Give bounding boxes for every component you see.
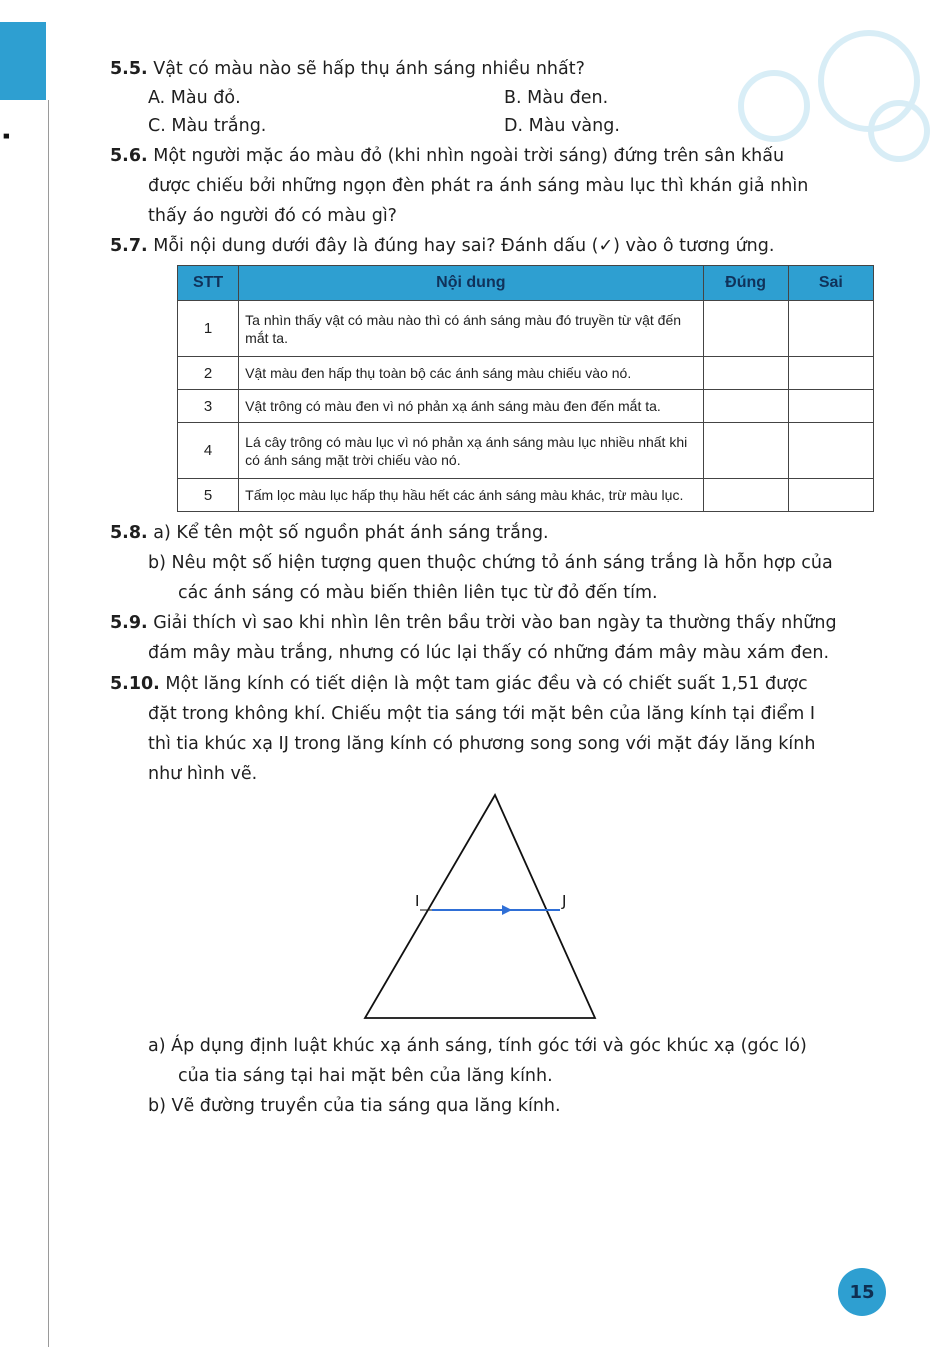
margin-glyph: ᐧ bbox=[0, 115, 13, 161]
question-5-9 bbox=[110, 608, 837, 638]
question-text-line-1: Một người mặc áo màu đỏ (khi nhìn ngoài trời sáng) đứng trên sân khấu bbox=[153, 146, 785, 166]
row-number: 2 bbox=[178, 357, 239, 390]
table-row bbox=[178, 423, 874, 479]
table-row bbox=[178, 357, 874, 390]
question-text: Vật có màu nào sẽ hấp thụ ánh sáng nhiều nhất? bbox=[153, 59, 585, 79]
question-5-10 bbox=[110, 669, 808, 699]
row-statement: Vật màu đen hấp thụ toàn bộ các ánh sáng màu chiếu vào nó. bbox=[239, 357, 703, 390]
false-checkbox-cell[interactable] bbox=[788, 423, 873, 479]
true-checkbox-cell[interactable] bbox=[703, 301, 788, 357]
question-text: Mỗi nội dung dưới đây là đúng hay sai? Đánh dấu (✓) vào ô tương ứng. bbox=[153, 236, 775, 256]
margin-rule bbox=[48, 100, 49, 1347]
false-checkbox-cell[interactable] bbox=[788, 301, 873, 357]
point-i-label: I bbox=[415, 892, 420, 910]
question-text-line-4: như hình vẽ. bbox=[148, 764, 258, 784]
question-text-line-2: đặt trong không khí. Chiếu một tia sáng tới mặt bên của lăng kính tại điểm I bbox=[148, 704, 816, 724]
question-number: 5.7. bbox=[110, 236, 148, 256]
question-number: 5.8. bbox=[110, 523, 148, 543]
page-number: 15 bbox=[838, 1268, 886, 1316]
question-number: 5.9. bbox=[110, 613, 148, 633]
question-5-5 bbox=[110, 54, 585, 84]
question-5-7 bbox=[110, 231, 774, 261]
row-statement: Tấm lọc màu lục hấp thụ hầu hết các ánh sáng màu khác, trừ màu lục. bbox=[239, 479, 703, 512]
option-b: B. Màu đen. bbox=[504, 88, 609, 108]
question-part-a-line-1: a) Áp dụng định luật khúc xạ ánh sáng, tính góc tới và góc khúc xạ (góc ló) bbox=[148, 1036, 807, 1056]
row-number: 5 bbox=[178, 479, 239, 512]
option-a: A. Màu đỏ. bbox=[148, 88, 241, 108]
point-j-label: J bbox=[562, 892, 567, 910]
row-statement: Ta nhìn thấy vật có màu nào thì có ánh sáng màu đó truyền từ vật đến mắt ta. bbox=[239, 301, 703, 357]
row-statement: Vật trông có màu đen vì nó phản xạ ánh sáng màu đen đến mắt ta. bbox=[239, 390, 703, 423]
question-text-line-2: đám mây màu trắng, nhưng có lúc lại thấy có những đám mây màu xám đen. bbox=[148, 643, 830, 663]
question-text-line-3: thấy áo người đó có màu gì? bbox=[148, 206, 397, 226]
false-checkbox-cell[interactable] bbox=[788, 479, 873, 512]
row-number: 4 bbox=[178, 423, 239, 479]
question-number: 5.6. bbox=[110, 146, 148, 166]
question-number: 5.10. bbox=[110, 674, 160, 694]
chapter-tab-decoration bbox=[0, 22, 46, 100]
prism-triangle bbox=[365, 795, 595, 1018]
false-checkbox-cell[interactable] bbox=[788, 390, 873, 423]
question-text-line-1: Một lăng kính có tiết diện là một tam giác đều và có chiết suất 1,51 được bbox=[165, 674, 808, 694]
question-part-b-line-2: các ánh sáng có màu biến thiên liên tục từ đỏ đến tím. bbox=[178, 583, 658, 603]
ray-arrowhead bbox=[502, 905, 512, 915]
row-number: 1 bbox=[178, 301, 239, 357]
header-stt: STT bbox=[178, 266, 239, 301]
header-false: Sai bbox=[788, 266, 873, 301]
false-checkbox-cell[interactable] bbox=[788, 357, 873, 390]
true-checkbox-cell[interactable] bbox=[703, 357, 788, 390]
row-statement: Lá cây trông có màu lục vì nó phản xạ ánh sáng màu lục nhiều nhất khi có ánh sáng mặt trời chiếu vào nó. bbox=[239, 423, 703, 479]
header-true: Đúng bbox=[703, 266, 788, 301]
table-header-row bbox=[178, 266, 874, 301]
true-checkbox-cell[interactable] bbox=[703, 423, 788, 479]
option-c: C. Màu trắng. bbox=[148, 116, 267, 136]
true-false-table bbox=[177, 265, 874, 512]
question-part-b-line-1: b) Nêu một số hiện tượng quen thuộc chứng tỏ ánh sáng trắng là hỗn hợp của bbox=[148, 553, 833, 573]
question-text-line-1: Giải thích vì sao khi nhìn lên trên bầu trời vào ban ngày ta thường thấy những bbox=[153, 613, 837, 633]
table-row bbox=[178, 301, 874, 357]
question-part-a: a) Kể tên một số nguồn phát ánh sáng trắng. bbox=[153, 523, 549, 543]
table-row bbox=[178, 479, 874, 512]
option-d: D. Màu vàng. bbox=[504, 116, 620, 136]
true-checkbox-cell[interactable] bbox=[703, 390, 788, 423]
question-5-8 bbox=[110, 518, 549, 548]
table-row bbox=[178, 390, 874, 423]
header-content: Nội dung bbox=[239, 266, 703, 301]
true-checkbox-cell[interactable] bbox=[703, 479, 788, 512]
question-text-line-3: thì tia khúc xạ IJ trong lăng kính có phương song song với mặt đáy lăng kính bbox=[148, 734, 816, 754]
question-text-line-2: được chiếu bởi những ngọn đèn phát ra ánh sáng màu lục thì khán giả nhìn bbox=[148, 176, 809, 196]
row-number: 3 bbox=[178, 390, 239, 423]
question-part-b: b) Vẽ đường truyền của tia sáng qua lăng kính. bbox=[148, 1096, 561, 1116]
question-number: 5.5. bbox=[110, 59, 148, 79]
prism-figure bbox=[360, 790, 600, 1030]
question-5-6 bbox=[110, 141, 784, 171]
question-part-a-line-2: của tia sáng tại hai mặt bên của lăng kính. bbox=[178, 1066, 553, 1086]
